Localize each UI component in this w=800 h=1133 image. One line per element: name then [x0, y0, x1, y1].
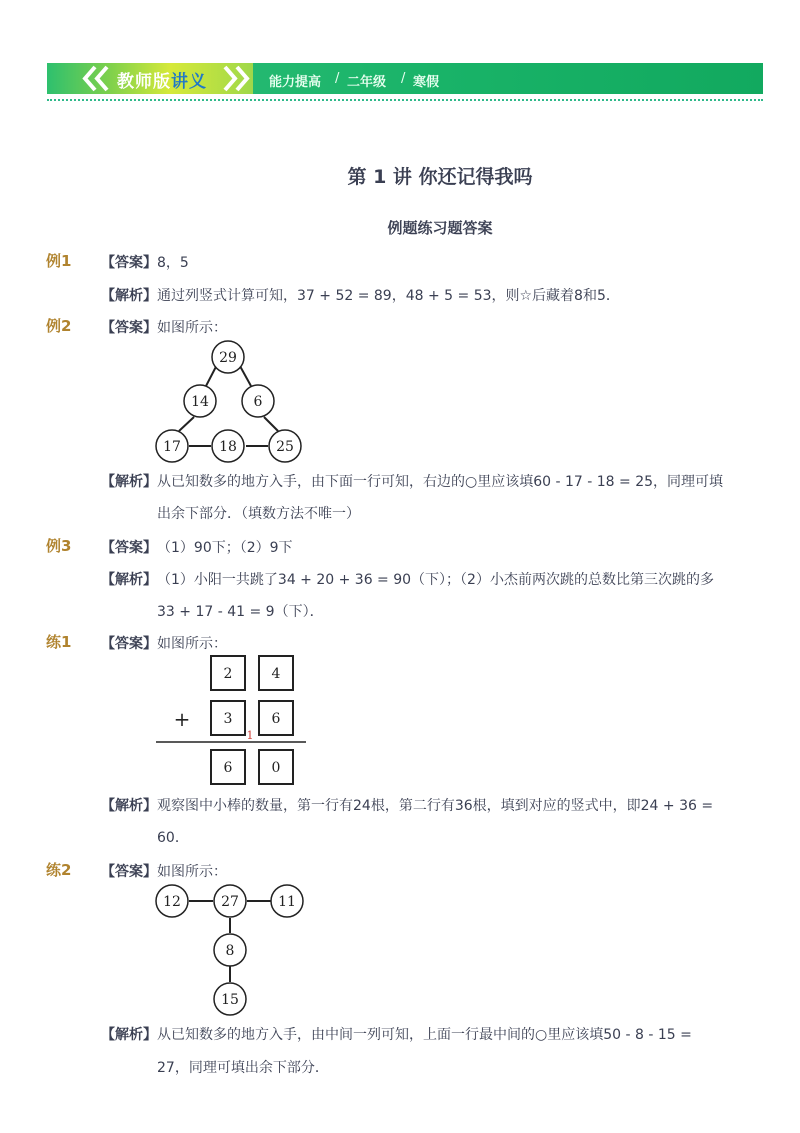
analysis-text: 出余下部分．（填数方法不唯一） [157, 506, 360, 522]
analysis-text: 从已知数多的地方入手，由中间一列可知，上面一行最中间的○里应该填50 - 8 - 15 = [157, 1027, 692, 1043]
analysis-text: 27，同理可填出余下部分． [157, 1060, 329, 1076]
figure-number: 8 [225, 943, 235, 959]
figure-digit: 3 [223, 711, 233, 727]
analysis-text: 观察图中小棒的数量，第一行有24根，第二行有36根，填到对应的竖式中，即24 + 36 = [157, 798, 714, 814]
figure-digit: 6 [271, 711, 281, 727]
breadcrumb-separator: / [401, 71, 406, 86]
double-chevron-left-icon [77, 64, 117, 93]
figure-number: 18 [219, 439, 237, 455]
analysis-tag: 【解析】 [101, 572, 157, 588]
header-dotted-divider [47, 99, 763, 101]
carry-digit: 1 [246, 729, 254, 742]
figure-digit: 4 [271, 666, 281, 682]
practice-label: 练1 [46, 633, 72, 651]
cross-number-figure [150, 880, 310, 1020]
vertical-addition-figure [150, 650, 310, 790]
answer-text: 如图所示： [157, 864, 227, 880]
answer-text: 8，5 [157, 255, 189, 271]
analysis-text: （1）小阳一共跳了34 + 20 + 36 = 90（下）；（2）小杰前两次跳的总数比第三次跳的多 [157, 572, 714, 588]
header-banner [47, 63, 763, 94]
breadcrumb-term: 寒假 [413, 75, 440, 90]
practice-label: 练2 [46, 861, 72, 879]
figure-number: 14 [191, 394, 209, 410]
plus-sign: + [173, 707, 191, 731]
triangle-number-figure [150, 335, 320, 467]
page-title: 第 1 讲 你还记得我吗 [347, 166, 533, 188]
figure-number: 17 [163, 439, 181, 455]
answer-tag: 【答案】 [101, 255, 157, 271]
analysis-tag: 【解析】 [101, 288, 157, 304]
figure-number: 12 [163, 894, 181, 910]
analysis-text: 从已知数多的地方入手，由下面一行可知，右边的○里应该填60 - 17 - 18 = 25，同理可填 [157, 474, 724, 490]
breadcrumb-level: 能力提高 [269, 75, 322, 90]
figure-digit: 2 [223, 666, 233, 682]
answer-text: 如图所示： [157, 320, 227, 336]
answer-text: 如图所示： [157, 636, 227, 652]
analysis-text: 60． [157, 830, 189, 846]
answer-tag: 【答案】 [101, 864, 157, 880]
figure-number: 27 [221, 894, 239, 910]
answer-tag: 【答案】 [101, 636, 157, 652]
section-subtitle: 例题练习题答案 [387, 219, 493, 237]
example-label: 例3 [46, 537, 72, 555]
analysis-text: 通过列竖式计算可知，37 + 52 = 89，48 + 5 = 53，则☆后藏着8和5． [157, 288, 620, 304]
figure-number: 11 [278, 894, 296, 910]
brand-title: 教师版讲义 [117, 72, 207, 92]
figure-number: 29 [219, 350, 237, 366]
answer-tag: 【答案】 [101, 320, 157, 336]
analysis-text: 33 + 17 - 41 = 9（下）． [157, 604, 324, 620]
double-chevron-right-icon [217, 64, 257, 93]
figure-digit: 6 [223, 760, 233, 776]
figure-number: 6 [253, 394, 263, 410]
analysis-tag: 【解析】 [101, 798, 157, 814]
example-label: 例1 [46, 252, 72, 270]
breadcrumb-grade: 二年级 [347, 75, 387, 90]
answer-tag: 【答案】 [101, 540, 157, 556]
figure-number: 15 [221, 992, 239, 1008]
figure-number: 25 [276, 439, 294, 455]
example-label: 例2 [46, 317, 72, 335]
figure-digit: 0 [271, 760, 281, 776]
breadcrumb-separator: / [335, 71, 340, 86]
analysis-tag: 【解析】 [101, 474, 157, 490]
analysis-tag: 【解析】 [101, 1027, 157, 1043]
answer-text: （1）90下；（2）9下 [157, 540, 293, 556]
